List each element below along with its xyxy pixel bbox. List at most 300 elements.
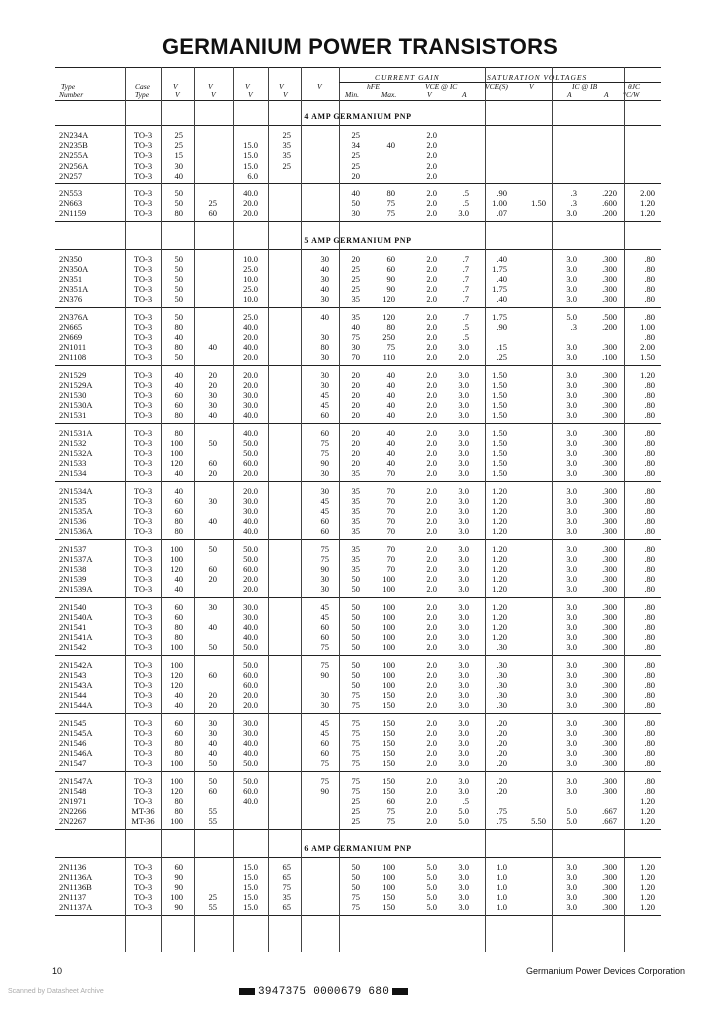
cell-vcbo: 40 <box>174 379 183 390</box>
cell-theta: .80 <box>644 495 655 506</box>
cell-vce: 2.0 <box>426 717 437 728</box>
cell-vce: 2.0 <box>426 700 437 711</box>
barcode-block-icon <box>239 988 255 995</box>
cell-type-number: 2N256A <box>59 160 89 171</box>
cell-theta: .80 <box>644 717 655 728</box>
cell-ic-sat: 3.0 <box>566 253 577 264</box>
cell-vebo: 65 <box>282 902 291 913</box>
cell-vcbo: 60 <box>174 506 183 516</box>
cell-vcer: 30 <box>320 369 329 380</box>
column-divider <box>552 67 553 952</box>
cell-theta: 1.20 <box>640 861 655 872</box>
cell-theta: .80 <box>644 410 655 421</box>
cell-vebo: 65 <box>282 871 291 882</box>
cell-case: TO-3 <box>133 871 153 882</box>
cell-vce: 2.0 <box>426 690 437 701</box>
cell-vcbo: 15 <box>174 150 183 161</box>
cell-ic-sat: 3.0 <box>566 601 577 612</box>
cell-vcesat: 1.20 <box>492 526 507 537</box>
cell-vcer: 60 <box>320 632 329 643</box>
cell-vcbo: 50 <box>174 198 183 209</box>
cell-vcesat: .07 <box>496 208 507 219</box>
transistor-table <box>55 67 661 952</box>
cell-case: TO-3 <box>133 785 153 796</box>
cell-ic-sat: 3.0 <box>566 284 577 295</box>
cell-theta: 1.50 <box>640 352 655 363</box>
cell-theta: 1.20 <box>640 369 655 380</box>
cell-vcex: 30.0 <box>243 400 258 411</box>
cell-vcex: 20.0 <box>243 198 258 209</box>
cell-ic: 3.0 <box>458 506 469 516</box>
cell-case: TO-3 <box>133 253 153 264</box>
cell-vcer: 45 <box>320 495 329 506</box>
cell-vceo: 25 <box>208 892 217 903</box>
cell-vcbo: 40 <box>174 369 183 380</box>
cell-type-number: 2N1536 <box>59 516 87 527</box>
cell-type-number: 2N669 <box>59 332 83 342</box>
cell-vebo: 75 <box>282 882 291 892</box>
cell-vcer: 75 <box>320 448 329 458</box>
cell-hfe-min: 34 <box>351 140 360 151</box>
cell-ic: 3.0 <box>458 680 469 690</box>
cell-case: TO-3 <box>133 574 153 585</box>
cell-case: TO-3 <box>133 437 153 448</box>
cell-vebo: 35 <box>282 140 291 151</box>
cell-case: TO-3 <box>133 390 153 400</box>
cell-vceo: 20 <box>208 690 217 701</box>
cell-case: TO-3 <box>133 622 153 632</box>
hdr-vcbo-unit: V <box>175 90 180 99</box>
cell-case: TO-3 <box>133 170 153 181</box>
cell-type-number: 2N350 <box>59 253 83 264</box>
cell-ic-sat: 3.0 <box>566 642 577 653</box>
cell-hfe-max: 80 <box>386 188 395 198</box>
cell-vcer: 60 <box>320 748 329 759</box>
cell-ic-sat: 3.0 <box>566 448 577 458</box>
cell-vcbo: 80 <box>174 632 183 643</box>
cell-vcbo: 100 <box>170 775 183 786</box>
cell-hfe-max: 70 <box>386 485 395 496</box>
cell-theta: .80 <box>644 738 655 748</box>
cell-hfe-min: 35 <box>351 553 360 564</box>
group-rule <box>55 771 661 772</box>
cell-type-number: 2N1136 <box>59 861 87 872</box>
cell-vcer: 30 <box>320 352 329 363</box>
cell-vcex: 20.0 <box>243 700 258 711</box>
hdr-current-gain: CURRENT GAIN <box>375 73 440 82</box>
group-rule <box>55 365 661 366</box>
hdr-vceo: V <box>208 82 213 91</box>
cell-case: TO-3 <box>133 669 153 680</box>
cell-type-number: 2N376A <box>59 311 89 322</box>
cell-vcbo: 50 <box>174 352 183 363</box>
cell-hfe-max: 150 <box>382 775 395 786</box>
cell-theta: .80 <box>644 516 655 527</box>
cell-vcex: 20.0 <box>243 379 258 390</box>
cell-type-number: 2N1535 <box>59 495 87 506</box>
cell-vcer: 80 <box>320 342 329 353</box>
cell-theta: .80 <box>644 311 655 322</box>
cell-hfe-max: 70 <box>386 516 395 527</box>
column-divider <box>485 67 486 952</box>
cell-hfe-max: 100 <box>382 871 395 882</box>
cell-hfe-max: 100 <box>382 659 395 670</box>
cell-type-number: 2N235B <box>59 140 88 151</box>
cell-vce: 2.0 <box>426 669 437 680</box>
cell-hfe-min: 75 <box>351 690 360 701</box>
group-rule <box>55 307 661 308</box>
cell-vcesat: 1.0 <box>496 892 507 903</box>
cell-ic: 3.0 <box>458 738 469 748</box>
cell-vcer: 30 <box>320 584 329 595</box>
cell-hfe-min: 20 <box>351 379 360 390</box>
cell-ic: .5 <box>462 321 469 332</box>
cell-vcer: 45 <box>320 611 329 622</box>
column-divider <box>194 67 195 952</box>
cell-case: TO-3 <box>133 564 153 574</box>
cell-vce: 2.0 <box>426 543 437 554</box>
cell-case: TO-3 <box>133 526 153 537</box>
cell-theta: .80 <box>644 553 655 564</box>
cell-ib-sat: .300 <box>602 642 617 653</box>
cell-type-number: 2N1542A <box>59 659 93 670</box>
page-title: GERMANIUM POWER TRANSISTORS <box>161 34 559 59</box>
column-divider <box>268 67 269 952</box>
cell-hfe-min: 50 <box>351 861 360 872</box>
cell-type-number: 2N1159 <box>59 208 87 219</box>
cell-vcesat: .20 <box>496 758 507 769</box>
cell-type-number: 2N1545 <box>59 717 87 728</box>
cell-vce: 2.0 <box>426 758 437 769</box>
cell-ic: 3.0 <box>458 485 469 496</box>
cell-vcer: 60 <box>320 526 329 537</box>
cell-vce: 2.0 <box>426 564 437 574</box>
cell-vcesat: 1.50 <box>492 379 507 390</box>
cell-vcesat: 1.50 <box>492 437 507 448</box>
cell-vcex: 20.0 <box>243 690 258 701</box>
cell-hfe-max: 70 <box>386 553 395 564</box>
cell-vce: 2.0 <box>426 321 437 332</box>
cell-type-number: 2N1108 <box>59 352 87 363</box>
cell-vcer: 30 <box>320 468 329 479</box>
cell-vceo: 40 <box>208 622 217 632</box>
cell-vcesat: 1.20 <box>492 611 507 622</box>
cell-hfe-min: 20 <box>351 253 360 264</box>
cell-type-number: 2N1530 <box>59 390 87 400</box>
cell-vcbo: 60 <box>174 495 183 506</box>
cell-ib-sat: .300 <box>602 785 617 796</box>
cell-type-number: 2N1533 <box>59 458 87 469</box>
cell-vce: 2.0 <box>426 311 437 322</box>
cell-vcesat: 1.75 <box>492 263 507 274</box>
cell-hfe-max: 100 <box>382 584 395 595</box>
cell-type-number: 2N1137 <box>59 892 87 903</box>
cell-hfe-min: 75 <box>351 758 360 769</box>
cell-ic: .5 <box>462 188 469 198</box>
cell-type-number: 2N1545A <box>59 727 93 738</box>
cell-hfe-min: 35 <box>351 564 360 574</box>
cell-type-number: 2N1531A <box>59 427 93 438</box>
cell-vcer: 75 <box>320 437 329 448</box>
cell-hfe-min: 50 <box>351 659 360 670</box>
cell-ib-sat: .300 <box>602 659 617 670</box>
cell-vcesat: .25 <box>496 352 507 363</box>
cell-vcex: 10.0 <box>243 294 258 305</box>
cell-vce: 2.0 <box>426 495 437 506</box>
group-rule <box>55 481 661 482</box>
cell-vcesat: .30 <box>496 659 507 670</box>
cell-hfe-min: 25 <box>351 806 360 817</box>
cell-vceo: 25 <box>208 198 217 209</box>
cell-vce: 2.0 <box>426 208 437 219</box>
cell-hfe-max: 70 <box>386 526 395 537</box>
cell-ic-sat: 3.0 <box>566 516 577 527</box>
cell-vcex: 20.0 <box>243 584 258 595</box>
cell-ic-sat: 3.0 <box>566 738 577 748</box>
cell-ib-sat: .300 <box>602 458 617 469</box>
cell-type-number: 2N1537A <box>59 553 93 564</box>
cell-vcex: 60.0 <box>243 564 258 574</box>
cell-vcbo: 90 <box>174 902 183 913</box>
cell-theta: 1.00 <box>640 321 655 332</box>
cell-vcbo: 80 <box>174 622 183 632</box>
group-rule <box>55 183 661 184</box>
cell-vceo: 40 <box>208 748 217 759</box>
cell-vce: 2.0 <box>426 342 437 353</box>
cell-case: TO-3 <box>133 160 153 171</box>
hdr-vebo: V <box>279 82 284 91</box>
cell-ic: 3.0 <box>458 882 469 892</box>
cell-vce: 2.0 <box>426 516 437 527</box>
cell-vceo: 55 <box>208 902 217 913</box>
cell-ic-sat: .3 <box>570 188 577 198</box>
cell-hfe-min: 50 <box>351 584 360 595</box>
cell-vce: 2.0 <box>426 263 437 274</box>
cell-ic-sat: 3.0 <box>566 882 577 892</box>
cell-type-number: 2N1541A <box>59 632 93 643</box>
cell-vceo: 40 <box>208 738 217 748</box>
cell-ic-sat: 3.0 <box>566 659 577 670</box>
cell-vceo: 60 <box>208 564 217 574</box>
cell-vcesat: 1.0 <box>496 882 507 892</box>
cell-type-number: 2N1529A <box>59 379 93 390</box>
cell-ic-sat: .3 <box>570 321 577 332</box>
cell-vceo: 20 <box>208 468 217 479</box>
cell-hfe-min: 75 <box>351 785 360 796</box>
cell-vce: 2.0 <box>426 410 437 421</box>
cell-ic: 2.0 <box>458 352 469 363</box>
cell-ic: 3.0 <box>458 574 469 585</box>
cell-vcex: 40.0 <box>243 748 258 759</box>
cell-vcesat: 1.20 <box>492 632 507 643</box>
cell-ib-sat: .300 <box>602 448 617 458</box>
cell-ib-sat: .300 <box>602 622 617 632</box>
cell-vcesat: .90 <box>496 188 507 198</box>
cell-vcbo: 100 <box>170 437 183 448</box>
cell-hfe-min: 25 <box>351 160 360 171</box>
cell-vcex: 40.0 <box>243 526 258 537</box>
cell-theta: .80 <box>644 332 655 342</box>
cell-type-number: 2N1539 <box>59 574 87 585</box>
cell-ic: 3.0 <box>458 717 469 728</box>
cell-ic: .7 <box>462 284 469 295</box>
cell-vce: 2.0 <box>426 274 437 284</box>
company-name: Germanium Power Devices Corporation <box>525 966 685 976</box>
cell-vce: 2.0 <box>426 170 437 181</box>
cell-case: TO-3 <box>133 758 153 769</box>
cell-vcex: 15.0 <box>243 150 258 161</box>
cell-vce: 2.0 <box>426 198 437 209</box>
cell-vcbo: 80 <box>174 806 183 817</box>
hdr-vcbo: V <box>173 82 178 91</box>
cell-vcesat: 1.20 <box>492 543 507 554</box>
hdr-vbesat: V <box>529 82 534 91</box>
cell-vcesat: 1.50 <box>492 390 507 400</box>
cell-vcex: 20.0 <box>243 352 258 363</box>
cell-ic-sat: 3.0 <box>566 564 577 574</box>
cell-hfe-max: 150 <box>382 748 395 759</box>
cell-vcesat: 1.50 <box>492 448 507 458</box>
cell-vcer: 75 <box>320 553 329 564</box>
cell-ib-sat: .200 <box>602 208 617 219</box>
cell-ic: 3.0 <box>458 611 469 622</box>
cell-vcbo: 120 <box>170 458 183 469</box>
cell-theta: .80 <box>644 584 655 595</box>
cell-type-number: 2N1543 <box>59 669 87 680</box>
cell-theta: 1.20 <box>640 806 655 817</box>
cell-ic: 3.0 <box>458 208 469 219</box>
hdr-case: Case <box>135 82 150 91</box>
cell-vcesat: .20 <box>496 748 507 759</box>
cell-ic-sat: 3.0 <box>566 342 577 353</box>
cell-ic-sat: 3.0 <box>566 526 577 537</box>
cell-hfe-min: 50 <box>351 871 360 882</box>
cell-case: TO-3 <box>133 274 153 284</box>
cell-theta: .80 <box>644 390 655 400</box>
cell-ic: 3.0 <box>458 437 469 448</box>
cell-hfe-max: 70 <box>386 468 395 479</box>
cell-vcbo: 30 <box>174 160 183 171</box>
cell-vcer: 90 <box>320 458 329 469</box>
cell-theta: .80 <box>644 543 655 554</box>
cell-vcex: 15.0 <box>243 871 258 882</box>
cell-theta: .80 <box>644 659 655 670</box>
cell-case: TO-3 <box>133 611 153 622</box>
cell-case: TO-3 <box>133 332 153 342</box>
section-rule <box>55 249 661 250</box>
cell-vcex: 30.0 <box>243 717 258 728</box>
cell-ib-sat: .200 <box>602 321 617 332</box>
cell-case: TO-3 <box>133 410 153 421</box>
cell-vcesat: 1.20 <box>492 564 507 574</box>
cell-vcbo: 25 <box>174 140 183 151</box>
cell-vcex: 10.0 <box>243 274 258 284</box>
cell-case: TO-3 <box>133 690 153 701</box>
cell-case: TO-3 <box>133 659 153 670</box>
cell-vce: 2.0 <box>426 160 437 171</box>
cell-hfe-min: 40 <box>351 188 360 198</box>
cell-vcesat: .40 <box>496 253 507 264</box>
cell-vebo: 65 <box>282 861 291 872</box>
cell-type-number: 2N1532 <box>59 437 87 448</box>
cell-hfe-max: 100 <box>382 680 395 690</box>
cell-ic: 3.0 <box>458 410 469 421</box>
cell-vce: 5.0 <box>426 892 437 903</box>
cell-ic: 3.0 <box>458 727 469 738</box>
cell-theta: .80 <box>644 379 655 390</box>
cell-vcesat: .30 <box>496 680 507 690</box>
cell-hfe-max: 100 <box>382 601 395 612</box>
cell-vcbo: 40 <box>174 485 183 496</box>
cell-ic: 3.0 <box>458 543 469 554</box>
cell-ic-sat: 3.0 <box>566 352 577 363</box>
cell-hfe-min: 75 <box>351 332 360 342</box>
cell-vcbo: 120 <box>170 785 183 796</box>
cell-type-number: 2N1539A <box>59 584 93 595</box>
cell-vcesat: .75 <box>496 816 507 827</box>
cell-vce: 2.0 <box>426 140 437 151</box>
cell-hfe-min: 50 <box>351 642 360 653</box>
group-rule <box>55 423 661 424</box>
cell-vcer: 40 <box>320 263 329 274</box>
cell-hfe-max: 250 <box>382 332 395 342</box>
cell-type-number: 2N1537 <box>59 543 87 554</box>
cell-vce: 2.0 <box>426 390 437 400</box>
cell-theta: 2.00 <box>640 188 655 198</box>
cell-vcbo: 40 <box>174 574 183 585</box>
hdr-ib-unit: A <box>604 90 609 99</box>
cell-vcer: 30 <box>320 294 329 305</box>
cell-type-number: 2N1547 <box>59 758 87 769</box>
cell-vebo: 35 <box>282 150 291 161</box>
cell-ic-sat: 3.0 <box>566 437 577 448</box>
cell-vcex: 40.0 <box>243 427 258 438</box>
cell-ib-sat: .300 <box>602 902 617 913</box>
column-divider <box>125 67 126 952</box>
cell-vcbo: 60 <box>174 611 183 622</box>
cell-ib-sat: .220 <box>602 188 617 198</box>
cell-case: TO-3 <box>133 130 153 140</box>
cell-vcex: 60.0 <box>243 785 258 796</box>
cell-vcbo: 60 <box>174 390 183 400</box>
cell-theta: .80 <box>644 400 655 411</box>
cell-type-number: 2N351 <box>59 274 83 284</box>
cell-ic-sat: 3.0 <box>566 485 577 496</box>
cell-hfe-min: 25 <box>351 284 360 295</box>
cell-case: TO-3 <box>133 140 153 151</box>
cell-vcex: 30.0 <box>243 495 258 506</box>
cell-vcex: 40.0 <box>243 632 258 643</box>
cell-hfe-min: 70 <box>351 352 360 363</box>
cell-ic: 3.0 <box>458 495 469 506</box>
cell-theta: 1.20 <box>640 871 655 882</box>
cell-vcbo: 50 <box>174 311 183 322</box>
cell-vceo: 55 <box>208 816 217 827</box>
cell-ic-sat: 3.0 <box>566 574 577 585</box>
cell-vcbo: 90 <box>174 871 183 882</box>
cell-vceo: 30 <box>208 601 217 612</box>
section-title: 4 AMP GERMANIUM PNP <box>304 112 412 121</box>
cell-vcbo: 40 <box>174 700 183 711</box>
cell-type-number: 2N1534A <box>59 485 93 496</box>
cell-case: TO-3 <box>133 198 153 209</box>
cell-vcer: 75 <box>320 543 329 554</box>
cell-hfe-max: 120 <box>382 294 395 305</box>
cell-vce: 2.0 <box>426 284 437 295</box>
cell-ic: 3.0 <box>458 871 469 882</box>
cell-vcesat: 1.0 <box>496 861 507 872</box>
cell-hfe-max: 150 <box>382 892 395 903</box>
